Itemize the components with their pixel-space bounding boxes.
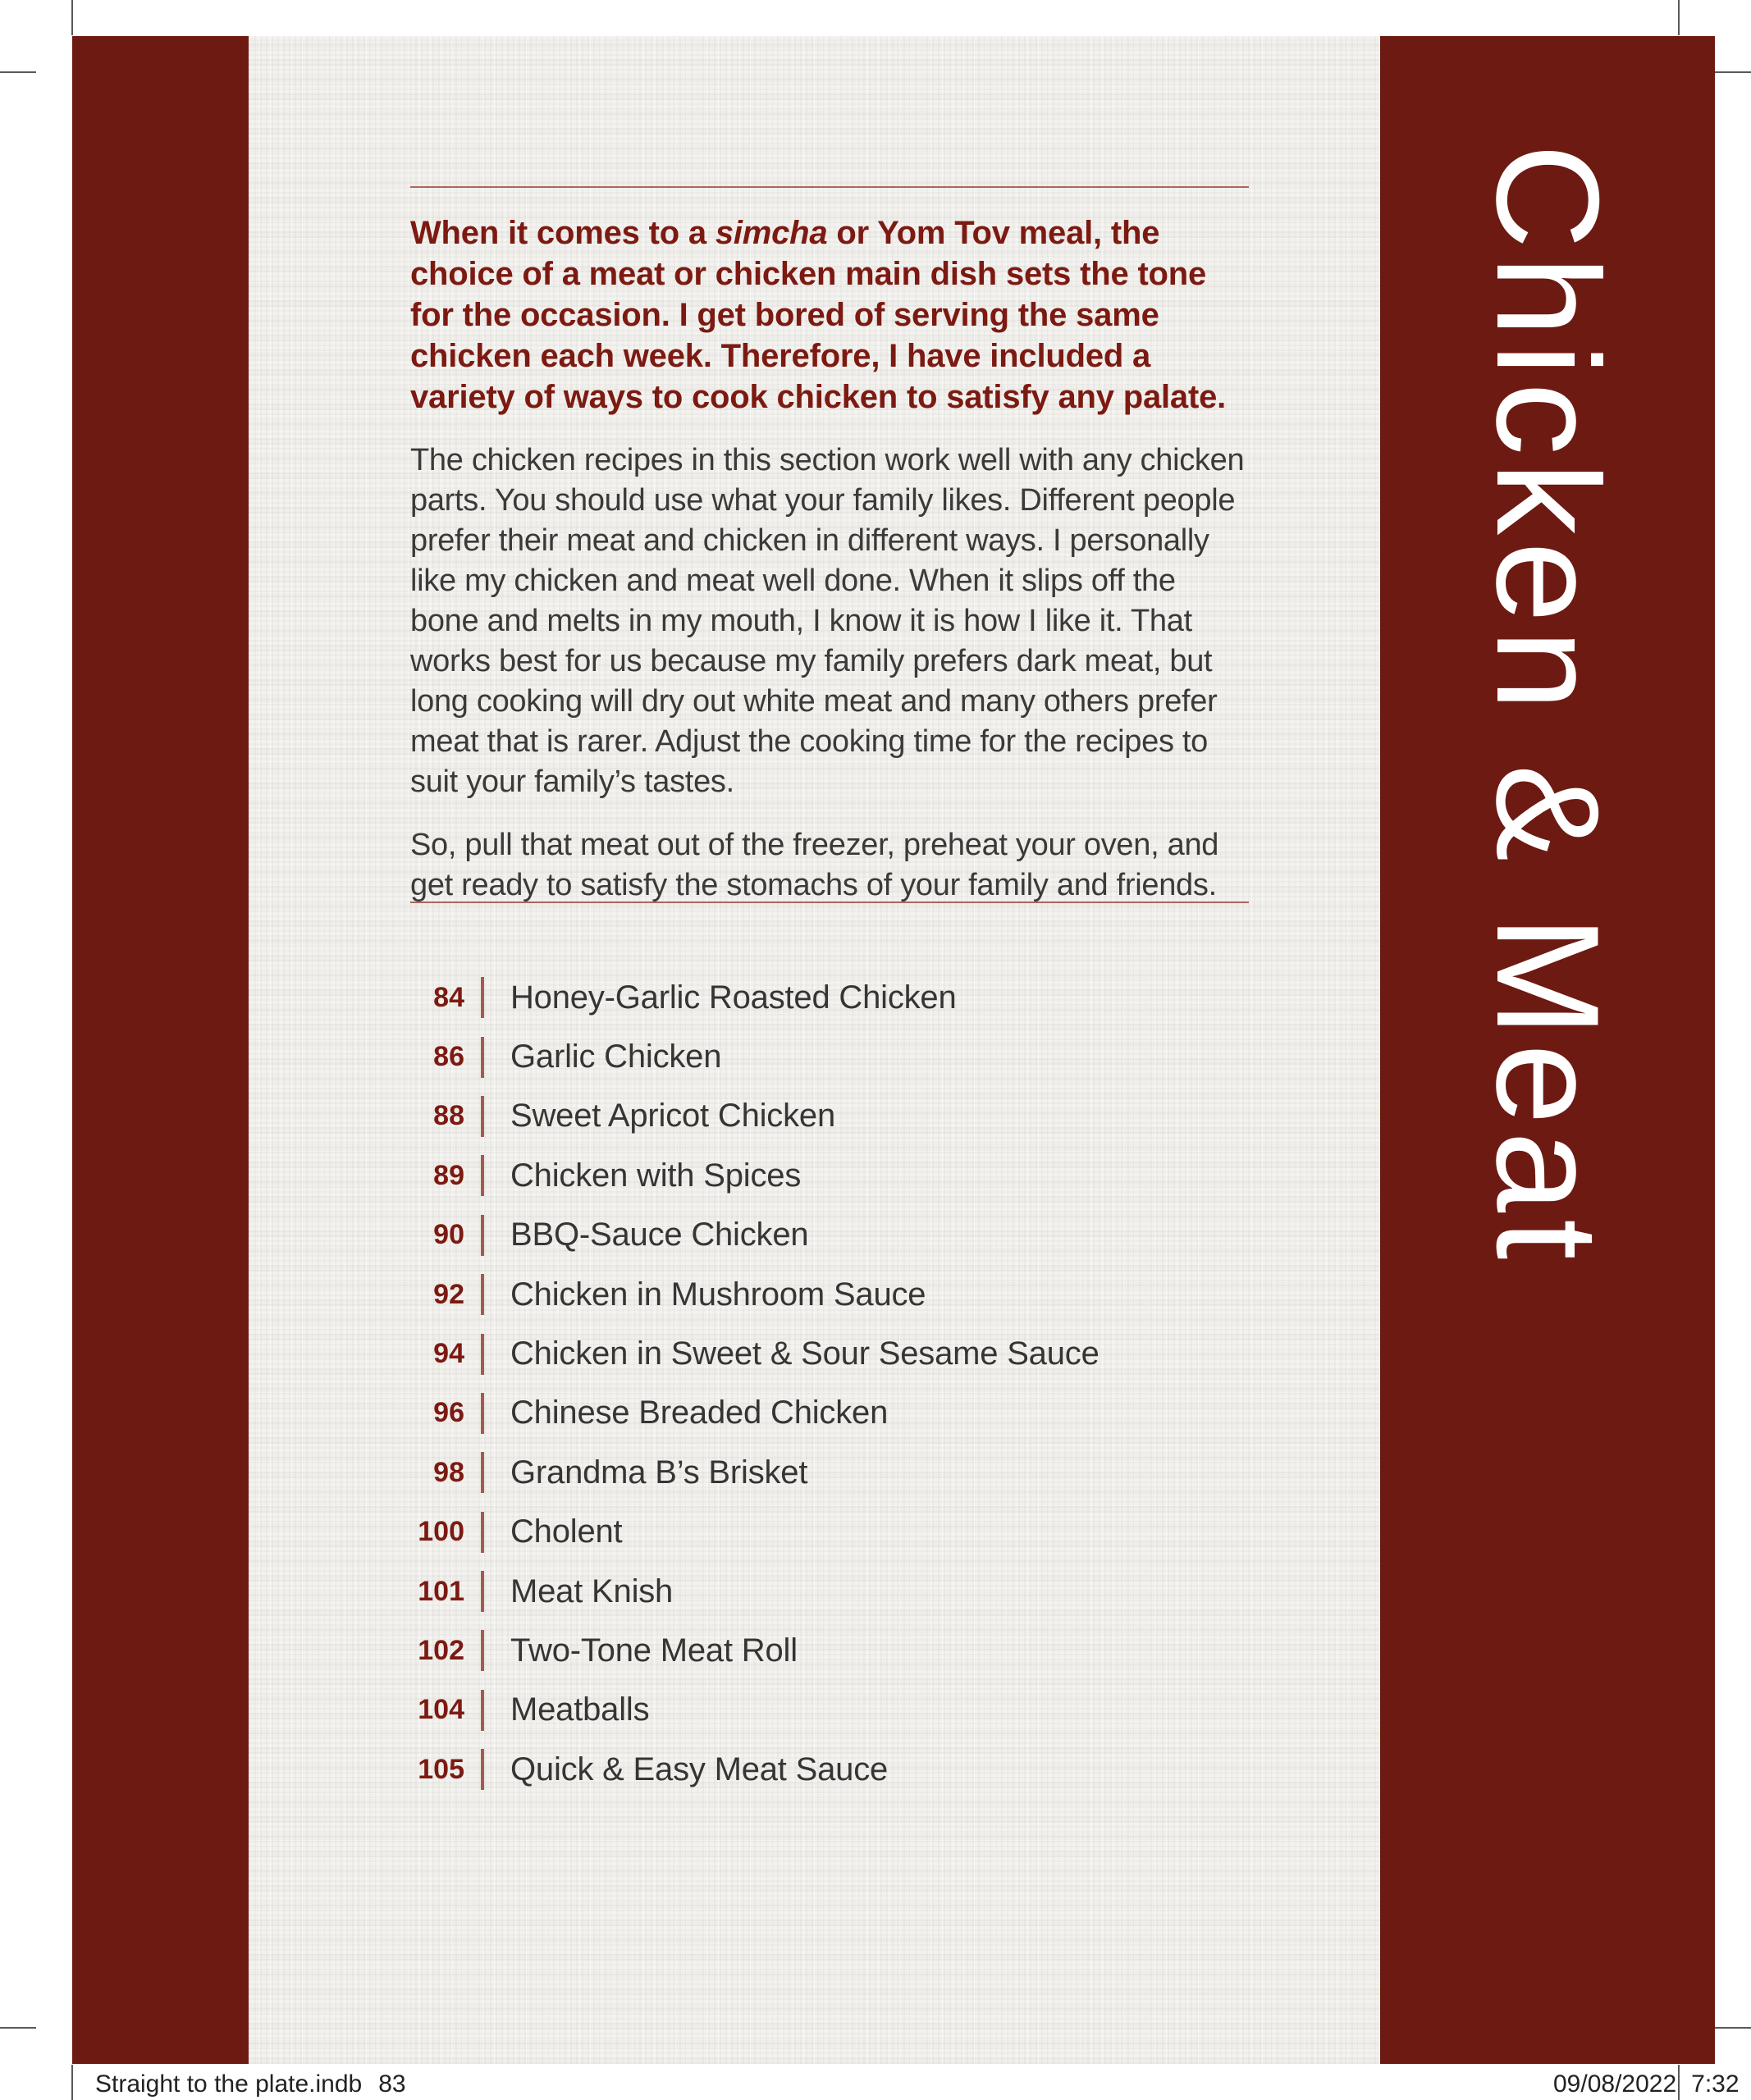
crop-mark-top-right-horizontal: [1715, 71, 1751, 73]
recipe-list-item: [410, 1562, 1313, 1621]
recipe-page-number: 96: [433, 1397, 464, 1429]
crop-mark-bottom-left-vertical: [71, 2065, 73, 2100]
lead-text-post: or Yom Tov meal, the choice of a meat or chicken main dish sets the tone for the occasion. I get bored of serving the same chicken each week. Therefore, I have included a variety of ways to cook chicken to satisfy any palate.: [410, 215, 1227, 415]
recipe-title: Meatballs: [510, 1691, 650, 1728]
recipe-title: Grandma B’s Brisket: [510, 1454, 808, 1491]
recipe-list-item: [410, 1087, 1313, 1146]
intro-body-paragraph-1: The chicken recipes in this section work well with any chicken parts. You should use what your family likes. Different people prefer their meat and chicken in different ways. I personally like my chicken and meat well done. When it slips off the bone and melts in my mouth, I know it is how I like it. That works best for us because my family prefers dark meat, but long cooking will dry out white meat and many others prefer meat that is rarer. Adjust the cooking time for the recipes to suit your family’s tastes.: [410, 443, 1245, 799]
recipe-title: Chicken in Mushroom Sauce: [510, 1276, 926, 1312]
recipe-list-item: [410, 1324, 1313, 1383]
recipe-title: Two-Tone Meat Roll: [510, 1632, 798, 1669]
recipe-list-item: [410, 1384, 1313, 1443]
recipe-page-number: 100: [418, 1516, 464, 1548]
recipe-separator-bar: [481, 1690, 484, 1731]
recipe-list-item: [410, 1621, 1313, 1680]
lead-text-italic: simcha: [715, 215, 828, 251]
chapter-intro-column: [410, 188, 1249, 906]
recipe-separator-bar: [481, 1452, 484, 1493]
recipe-separator-bar: [481, 1096, 484, 1137]
recipe-page-number: 84: [433, 981, 464, 1013]
recipe-separator-bar: [481, 1215, 484, 1256]
recipe-title: Chinese Breaded Chicken: [510, 1395, 889, 1431]
recipe-page-number: 105: [418, 1753, 464, 1785]
recipe-page-number: 102: [418, 1634, 464, 1666]
recipe-title: Honey-Garlic Roasted Chicken: [510, 979, 957, 1016]
recipe-title: Sweet Apricot Chicken: [510, 1098, 835, 1134]
crop-mark-bottom-left-horizontal: [0, 2027, 36, 2029]
recipe-list-item: [410, 1503, 1313, 1562]
recipe-page-number: 92: [433, 1278, 464, 1310]
recipe-list-item: [410, 1443, 1313, 1502]
recipe-separator-bar: [481, 1155, 484, 1196]
footer-time: 7:32: [1691, 2070, 1740, 2098]
recipe-separator-bar: [481, 1571, 484, 1612]
crop-mark-top-right-vertical: [1678, 0, 1680, 35]
food-photo-bleed-strip: [36, 36, 72, 2064]
recipe-page-number: 90: [433, 1219, 464, 1251]
recipe-separator-bar: [481, 1274, 484, 1315]
crop-mark-top-left-horizontal: [0, 71, 36, 73]
crop-mark-bottom-right-horizontal: [1715, 2027, 1751, 2029]
recipe-title: Cholent: [510, 1513, 623, 1550]
footer-datetime-slug: [1553, 2070, 1740, 2098]
recipe-title: Chicken in Sweet & Sour Sesame Sauce: [510, 1335, 1100, 1372]
recipe-title: Quick & Easy Meat Sauce: [510, 1751, 889, 1787]
recipe-separator-bar: [481, 1749, 484, 1790]
recipe-title: Chicken with Spices: [510, 1157, 802, 1194]
lead-text-pre: When it comes to a: [410, 215, 715, 251]
left-maroon-band: [72, 36, 249, 2064]
recipe-page-number: 104: [418, 1694, 464, 1726]
recipe-title: Garlic Chicken: [510, 1039, 722, 1075]
intro-body-paragraph-2: So, pull that meat out of the freezer, preheat your oven, and get ready to satisfy the stomachs of your family and friends.: [410, 828, 1219, 902]
recipe-list-item: [410, 1265, 1313, 1324]
chapter-lead-paragraph: [410, 212, 1249, 418]
recipe-list-item: [410, 968, 1313, 1027]
recipe-list-item: [410, 1146, 1313, 1205]
recipe-title: Meat Knish: [510, 1573, 674, 1609]
chapter-title-text: Chicken & Meat: [1466, 144, 1630, 1267]
recipe-page-number: 86: [433, 1041, 464, 1073]
crop-mark-top-left-vertical: [71, 0, 73, 35]
footer-date: 09/08/2022: [1553, 2070, 1677, 2098]
recipe-page-number: 98: [433, 1456, 464, 1488]
footer-file-slug: [95, 2070, 406, 2098]
recipe-page-number: 88: [433, 1100, 464, 1132]
recipe-page-number: 89: [433, 1159, 464, 1191]
recipe-separator-bar: [481, 1512, 484, 1553]
recipe-page-number: 101: [418, 1575, 464, 1607]
recipe-separator-bar: [481, 1334, 484, 1375]
recipe-separator-bar: [481, 1630, 484, 1671]
recipe-separator-bar: [481, 977, 484, 1018]
recipe-list-item: [410, 1681, 1313, 1740]
recipe-contents-list: [410, 968, 1313, 1799]
chapter-title-vertical: [1380, 144, 1715, 1948]
footer-page-number: 83: [378, 2070, 406, 2098]
recipe-list-item: [410, 1027, 1313, 1086]
recipe-separator-bar: [481, 1037, 484, 1078]
recipe-separator-bar: [481, 1393, 484, 1434]
recipe-title: BBQ-Sauce Chicken: [510, 1217, 809, 1253]
recipe-page-number: 94: [433, 1338, 464, 1370]
recipe-list-item: [410, 1740, 1313, 1799]
footer-file-name: Straight to the plate.indb: [95, 2070, 363, 2098]
recipe-list-item: [410, 1206, 1313, 1265]
